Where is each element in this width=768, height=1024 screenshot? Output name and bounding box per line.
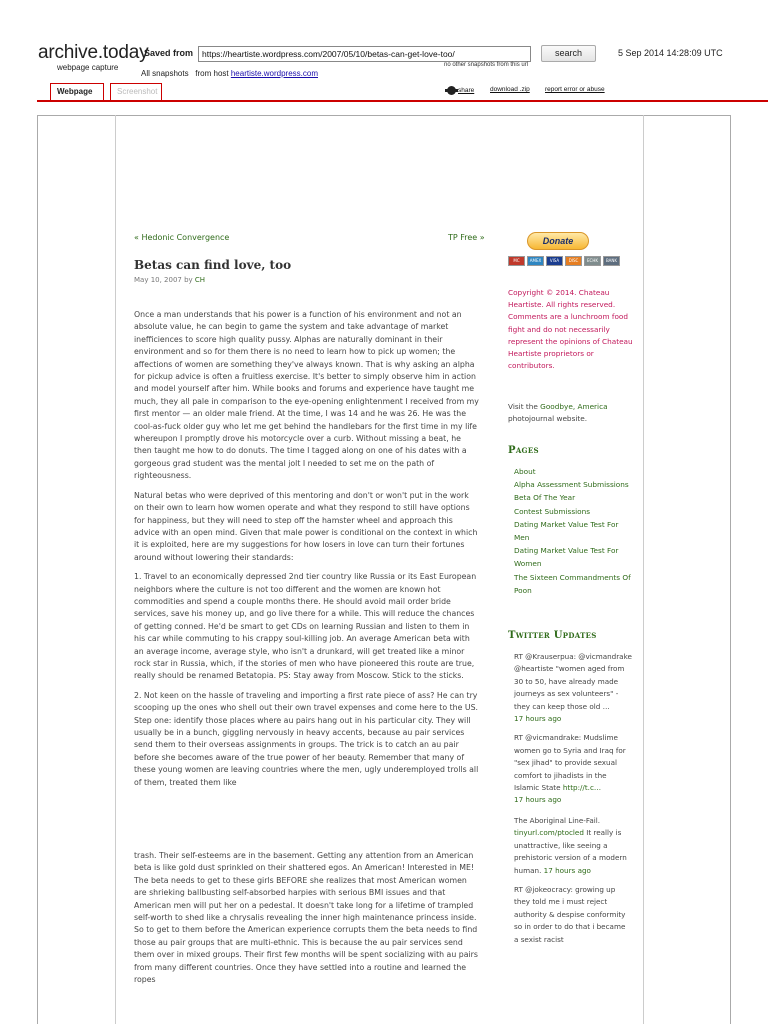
prev-post-link[interactable]: « Hedonic Convergence <box>134 233 230 242</box>
post-title: Betas can find love, too <box>134 258 292 272</box>
saved-from-label: Saved from <box>144 48 194 58</box>
page-link[interactable]: Dating Market Value Test For Women <box>514 546 619 569</box>
tweet-list <box>514 651 632 953</box>
tweet-item <box>514 732 632 806</box>
archive-header <box>0 0 768 108</box>
page-link[interactable]: Beta Of The Year <box>514 493 576 503</box>
post-paragraph: Once a man understands that his power is a function of his environment and not an absolute value, he can begin to game the system and take advantage of market inefficiences to score high quality pussy. Alphas are naturally dominant in their environment and so for them there is no need to learn how to pick up women; the affections of women are something they've always known. That is why asking an alpha for pickup advice is often a fruitless exercise. It's better to simply observe him in action and model yourself after him. While books and forums and experience have taught me much, they all pale in comparison to the eye-opening enlightenment I received from my first mentor — an older male friend. At the time, I was 14 and he was 26. He was the cool-as-fuck older guy who let me get behind the handlebars for the first time in my life whereupon I promptly drove his motorcycle over a curb. Without missing a beat, he then taught me how to do donuts. The time I tagged along on one of his dates with a gorgeous grad student was the mental jolt I needed to set me on the path of righteousness. <box>134 310 479 481</box>
tab-divider <box>37 100 768 102</box>
donate-button[interactable]: Donate <box>527 232 589 250</box>
visit-suffix: photojournal website. <box>508 414 588 424</box>
capture-date: 5 Sep 2014 14:28:09 UTC <box>618 48 723 58</box>
search-button[interactable]: search <box>541 45 596 62</box>
card-icon: MC <box>508 256 525 266</box>
share-icon <box>447 86 456 95</box>
post-body <box>134 309 480 796</box>
archive-logo[interactable]: archive.today <box>38 42 149 63</box>
post-paragraph: 1. Travel to an economically depressed 2nd tier country like Russia or its East European neighbors where the culture is not too different and the women are known hot commodities and spend a couple months there. He should avoid mail order bride services, save his money up, and go live there for a while. This will reduce the chances of getting conned. He'd be smart to get CDs on learning Russian and listen to them in his car while commuting to his crappy soul-killing job. An average American beta with an average income, average style, who isn't a drunkard, will get treated like a minor rock star in Russia, which, if the stories of men who have pioneered this route are true, really should be renamed Betatopia. PS: Stay away from Moscow. Stick to the sticks. <box>134 572 477 681</box>
tweet-item <box>514 651 632 725</box>
page-link[interactable]: Dating Market Value Test For Men <box>514 519 619 543</box>
host-link[interactable]: heartiste.wordpress.com <box>230 69 318 78</box>
page-link[interactable]: Alpha Assessment Submissions <box>514 480 629 490</box>
tweet-text-continued: It really is unattractive, like seeing a prehistoric version of a modern human. <box>514 828 627 875</box>
post-continuation: trash. Their self-esteems are in the basement. Getting any attention from an American beta is like gold dust sprinkled on their shattered egos. An American! Interested in ME! The beta needs to get to these girls BEFORE she realizes that most American women are shrieking ballbusting self-absorbed harpies with serious BMI issues and that American men will put her on a pedestal. It doesn't take long for a lifetime of trampled self-worth to shed like a chrysalis revealing the inner high maintenance princess inside. So to get to them before the American experience corrupts them the beta needs to find those au pair groups that are multi-ethnic. This is because the au pair services send them over in mixed groups. Their first few months will be spent socializing with au pairs from many different countries. Once they have settled into a routine and learned the ropes <box>134 851 478 985</box>
tweet-link[interactable]: http://t.c… <box>562 783 602 793</box>
card-icon: AMEX <box>527 256 544 266</box>
all-snapshots-line <box>141 69 318 78</box>
card-icon: DISC <box>565 256 582 266</box>
pages-list <box>514 465 636 597</box>
share-link[interactable] <box>447 86 474 95</box>
tweet-text: The Aboriginal Line-Fail. <box>514 815 601 825</box>
archive-subtitle: webpage capture <box>57 63 119 72</box>
page-link[interactable]: The Sixteen Commandments Of Poon <box>514 572 631 595</box>
next-post-link[interactable]: TP Free » <box>448 233 485 242</box>
visit-prefix: Visit the <box>508 402 538 411</box>
card-icon: VISA <box>546 256 563 266</box>
payment-cards <box>508 256 620 266</box>
twitter-heading: Twitter Updates <box>508 630 597 641</box>
tweet-text: RT @Krauserpua: @vicmandrake @heartiste "women aged from 30 to 50, have already made journeys as sex volunteers" - they can keep those old … <box>514 652 632 711</box>
card-icon: BANK <box>603 256 620 266</box>
copyright-notice: Copyright © 2014. Chateau Heartiste. All rights reserved. Comments are a lunchroom food fight and do not necessarily represent the opinions of Chateau Heartiste proprietors or contributors. <box>508 288 633 371</box>
author-link[interactable]: CH <box>194 276 206 284</box>
url-input[interactable]: https://heartiste.wordpress.com/2007/05/10/betas-can-get-love-too/ <box>198 46 531 62</box>
from-host-label: from host <box>195 69 229 78</box>
page-link[interactable]: About <box>514 467 536 476</box>
tab-webpage[interactable]: Webpage <box>50 83 104 101</box>
report-link[interactable]: report error or abuse <box>545 86 605 93</box>
tweet-time-link[interactable]: 17 hours ago <box>543 865 591 875</box>
tweet-link[interactable]: tinyurl.com/ptocled <box>514 828 584 838</box>
share-label: share <box>458 87 475 95</box>
right-column-border <box>643 115 644 1024</box>
card-icon: ECHK <box>584 256 601 266</box>
pages-heading: Pages <box>508 445 539 456</box>
tab-screenshot[interactable]: Screenshot <box>110 83 162 100</box>
visit-text <box>508 401 636 425</box>
tweet-text: RT @vicmandrake: Mudslime women go to Syria and Iraq for "sex jihad" to provide sexual comfort to jihadists in the Islamic State <box>514 733 626 793</box>
page-link[interactable]: Contest Submissions <box>514 506 591 516</box>
all-snapshots-label: All snapshots <box>141 69 189 78</box>
tweet-item <box>514 884 632 946</box>
tweet-time-link[interactable]: 17 hours ago <box>514 795 562 805</box>
post-paragraph: 2. Not keen on the hassle of traveling and importing a first rate piece of ass? He can try scooping up the ones who shell out their own travel expenses and come here to the US. Step one: identify those places where au pairs hang out in his particular city. They will usually be in a bunch, giggling nervously in heavy accents, because au pair services send them to their overseas assignments in groups. The trick is to catch an au pair before she becomes aware of the true power of her beauty. Remember that many of these young women are leaving countries where the men, ugly underemployed trolls all of them, treated them like <box>134 690 479 787</box>
left-column-border <box>115 115 116 1024</box>
goodbye-america-link[interactable]: Goodbye, America <box>540 402 608 411</box>
download-zip-link[interactable]: download .zip <box>490 86 530 93</box>
tweet-text: RT @jokeocracy: growing up they told me i must reject authority & despise conformity so in order to do that i became a sexist racist <box>514 884 626 944</box>
no-other-snapshots-text: no other snapshots from this url <box>444 62 529 68</box>
post-date: May 10, 2007 by <box>134 276 193 284</box>
tweet-time-link[interactable]: 17 hours ago <box>514 714 562 724</box>
tweet-item <box>514 815 632 877</box>
post-meta <box>134 276 205 284</box>
post-paragraph: Natural betas who were deprived of this mentoring and don't or won't put in the work on their own to learn how women operate and what they respond to still have options for happiness, but they will need to step off the hamster wheel and approach this advice with an open mind. Given that male power is conditional on the context in which it is exploited, here are my suggestions for how losers in love can turn their fortunes around without lowering their standards: <box>134 490 478 562</box>
